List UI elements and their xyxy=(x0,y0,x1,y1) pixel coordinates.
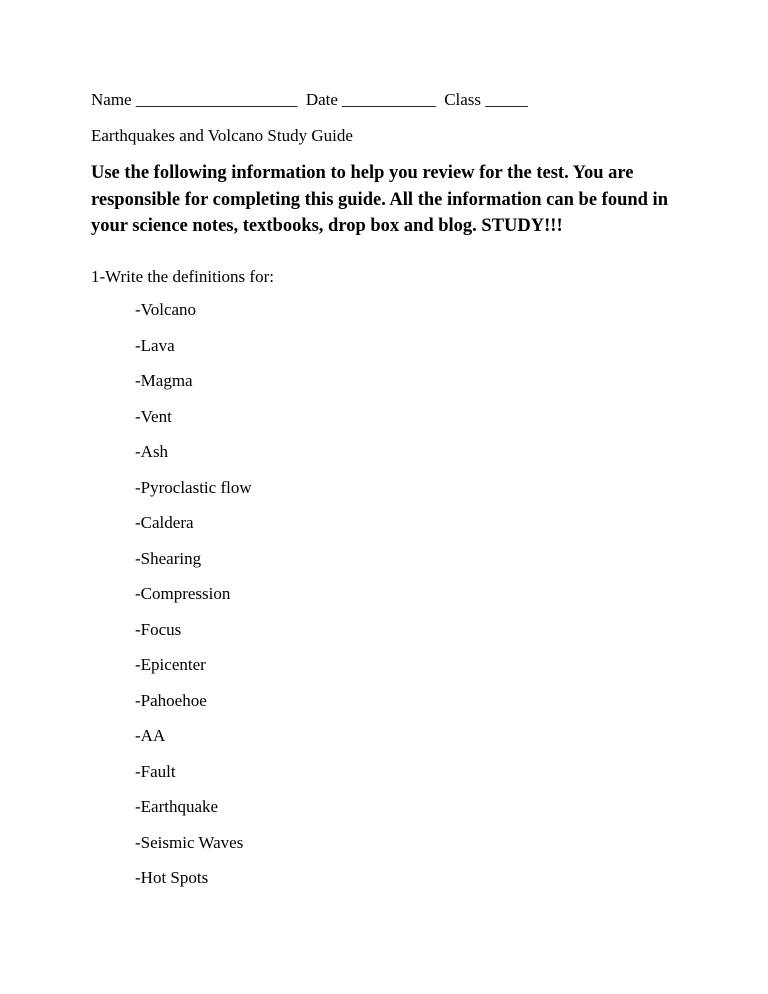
term-item: -Epicenter xyxy=(135,655,206,674)
term-item: -Magma xyxy=(135,371,193,390)
term-item: -Pyroclastic flow xyxy=(135,477,252,497)
term-item: -Pahoehoe xyxy=(135,690,207,710)
term-item: -Vent xyxy=(135,406,172,426)
term-item: -Focus xyxy=(135,619,182,639)
term-item: -Earthquake xyxy=(135,797,219,816)
term-item: -Hot Spots xyxy=(135,868,209,887)
term-item: -AA xyxy=(135,726,166,745)
term-item: -Seismic Waves xyxy=(135,832,244,852)
class-field-label: Class _____ xyxy=(444,90,528,109)
term-item: -Caldera xyxy=(135,513,194,532)
term-item: -Fault xyxy=(135,761,176,781)
term-item: -Compression xyxy=(135,584,231,603)
header-fields xyxy=(91,88,528,112)
term-item: -Shearing xyxy=(135,548,202,568)
term-item: -Volcano xyxy=(135,300,197,319)
name-field-label: Name ___________________ xyxy=(91,90,298,109)
document-title: Earthquakes and Volcano Study Guide xyxy=(91,126,353,145)
question-prompt: 1-Write the definitions for: xyxy=(91,267,274,286)
definition-term-list xyxy=(135,298,252,902)
term-item: -Lava xyxy=(135,335,175,355)
date-field-label: Date ___________ xyxy=(305,90,436,109)
instructions-paragraph: Use the following information to help you review for the test. You are responsible for completing this guide. All the information can be found in your science notes, textbooks, drop box and blog. STUDY!!! xyxy=(91,163,668,236)
term-item: -Ash xyxy=(135,442,169,461)
